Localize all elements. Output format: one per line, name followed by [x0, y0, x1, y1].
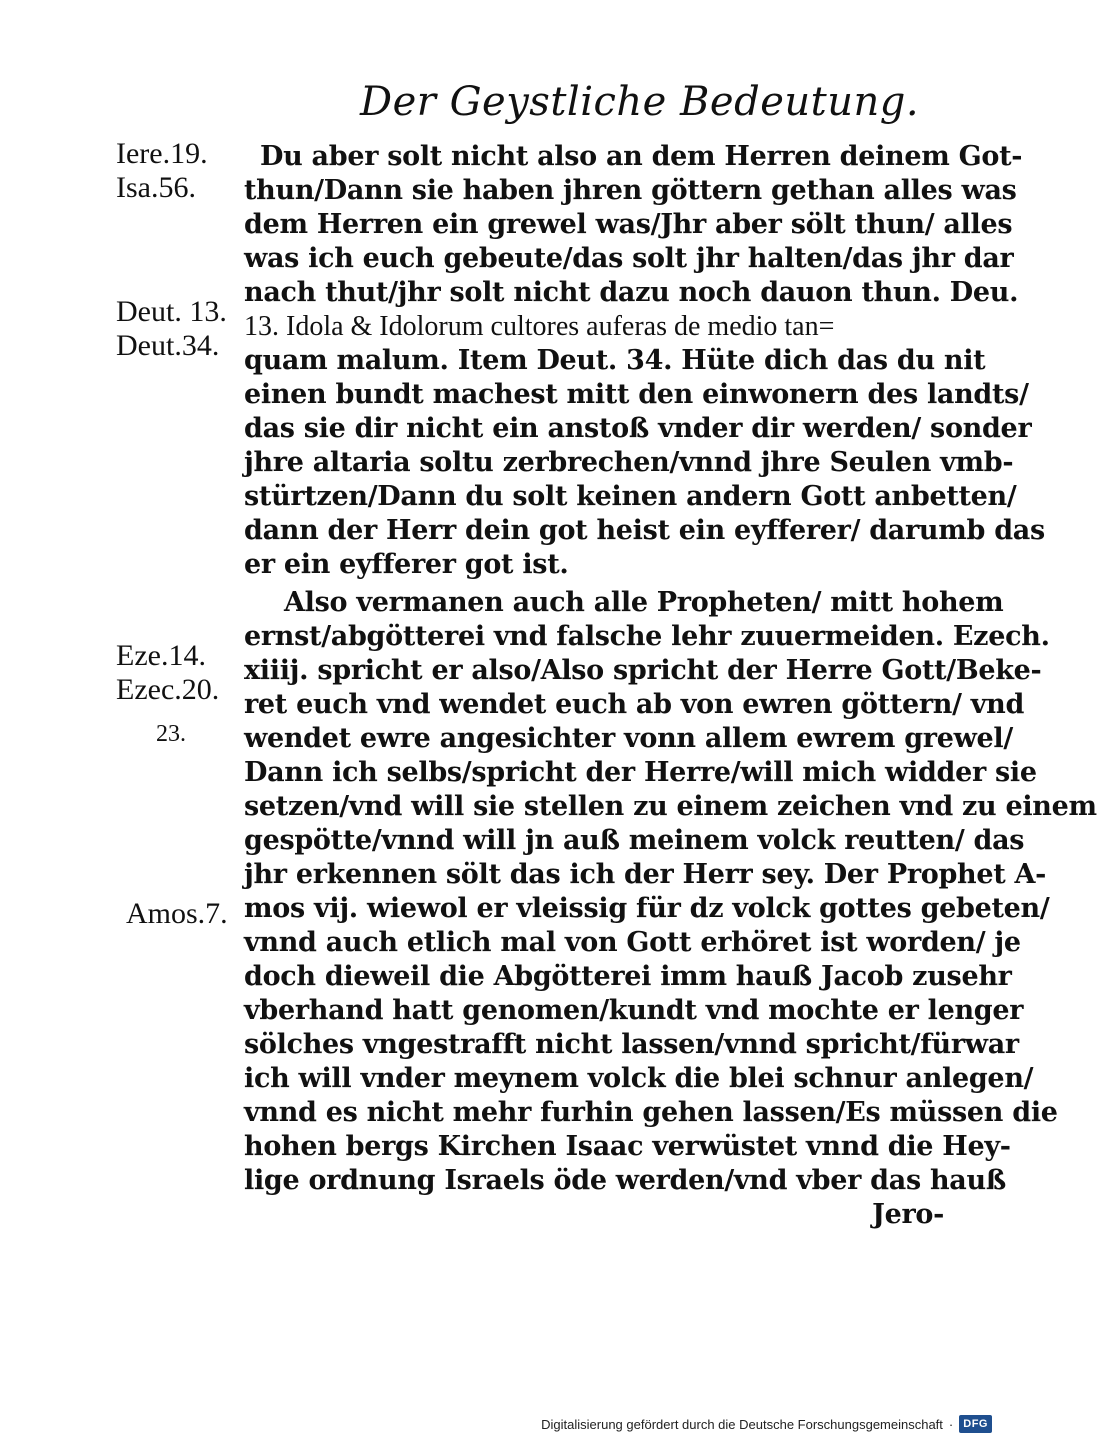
- text-line: vnnd es nicht mehr furhin gehen lassen/Es müssen die: [244, 1097, 1058, 1128]
- text-line: doch dieweil die Abgötterei imm hauß Jacob zusehr: [244, 961, 1012, 992]
- margin-note-23: 23.: [156, 721, 186, 747]
- text-line: thun/Dann sie haben jhren göttern gethan alles was: [244, 175, 1017, 206]
- digitization-footer: [541, 1413, 992, 1435]
- text-line: lige ordnung Israels öde werden/vnd vber das hauß: [244, 1165, 1007, 1196]
- text-line: stürtzen/Dann du solt keinen andern Gott anbetten/: [244, 481, 1017, 512]
- text-line: gespötte/vnnd will jn auß meinem volck reutten/ das: [244, 825, 1025, 856]
- text-line: einen bundt machest mitt den einwonern des landts/: [244, 379, 1029, 410]
- text-line: nach thut/jhr solt nicht dazu noch dauon thun. Deu.: [244, 277, 1019, 308]
- text-line: xiiij. spricht er also/Also spricht der Herre Gott/Beke-: [244, 655, 1042, 686]
- text-line: jhre altaria soltu zerbrechen/vnnd jhre Seulen vmb-: [244, 447, 1014, 478]
- text-line: Also vermanen auch alle Propheten/ mitt hohem: [284, 587, 1004, 618]
- text-line: setzen/vnd will sie stellen zu einem zeichen vnd zu einem: [244, 791, 1097, 822]
- text-line: dem Herren ein grewel was/Jhr aber sölt thun/ alles: [244, 209, 1013, 240]
- footer-separator: ·: [948, 1416, 954, 1432]
- text-line: ich will vnder meynem volck die blei schnur anlegen/: [244, 1063, 1034, 1094]
- text-line: dann der Herr dein got heist ein eyfferer/ darumb das: [244, 515, 1045, 546]
- margin-note-ezec-20: Ezec.20.: [116, 673, 220, 706]
- text-line: Dann ich selbs/spricht der Herre/will mich widder sie: [244, 757, 1037, 788]
- text-line: mos vij. wiewol er vleissig für dz volck gottes gebeten/: [244, 893, 1050, 924]
- dfg-logo-icon: DFG: [959, 1415, 992, 1433]
- text-line: jhr erkennen sölt das ich der Herr sey. Der Prophet A-: [244, 859, 1047, 890]
- text-line: er ein eyfferer got ist.: [244, 549, 569, 580]
- digitization-credit: Digitalisierung gefördert durch die Deutsche Forschungsgemeinschaft: [541, 1416, 943, 1432]
- running-head: Der Geystliche Bedeutung.: [360, 79, 920, 125]
- text-line: ernst/abgötterei vnd falsche lehr zuuermeiden. Ezech.: [244, 621, 1050, 652]
- margin-note-isa: Isa.56.: [116, 171, 196, 204]
- text-line: das sie dir nicht ein anstoß vnder dir werden/ sonder: [244, 413, 1032, 444]
- margin-note-eze-14: Eze.14.: [116, 639, 206, 672]
- text-line: ret euch vnd wendet euch ab von ewren göttern/ vnd: [244, 689, 1025, 720]
- text-line: 13. Idola & Idolorum cultores auferas de medio tan=: [244, 311, 835, 342]
- text-line: was ich euch gebeute/das solt jhr halten/das jhr dar: [244, 243, 1014, 274]
- text-line: wendet ewre angesichter vonn allem ewrem grewel/: [244, 723, 1013, 754]
- margin-note-iere: Iere.19.: [116, 137, 208, 170]
- margin-note-amos: Amos.7.: [126, 897, 228, 930]
- text-line: vberhand hatt genomen/kundt vnd mochte er lenger: [244, 995, 1024, 1026]
- text-line: vnnd auch etlich mal von Gott erhöret ist worden/ je: [244, 927, 1021, 958]
- text-line: sölches vngestrafft nicht lassen/vnnd spricht/fürwar: [244, 1029, 1019, 1060]
- catchword: Jero-: [872, 1199, 944, 1230]
- margin-note-deut-13: Deut. 13.: [116, 295, 227, 328]
- text-line: Du aber solt nicht also an dem Herren deinem Got-: [260, 141, 1023, 172]
- margin-note-deut-34: Deut.34.: [116, 329, 220, 362]
- text-line: quam malum. Item Deut. 34. Hüte dich das du nit: [244, 345, 986, 376]
- text-line: hohen bergs Kirchen Isaac verwüstet vnnd die Hey-: [244, 1131, 1011, 1162]
